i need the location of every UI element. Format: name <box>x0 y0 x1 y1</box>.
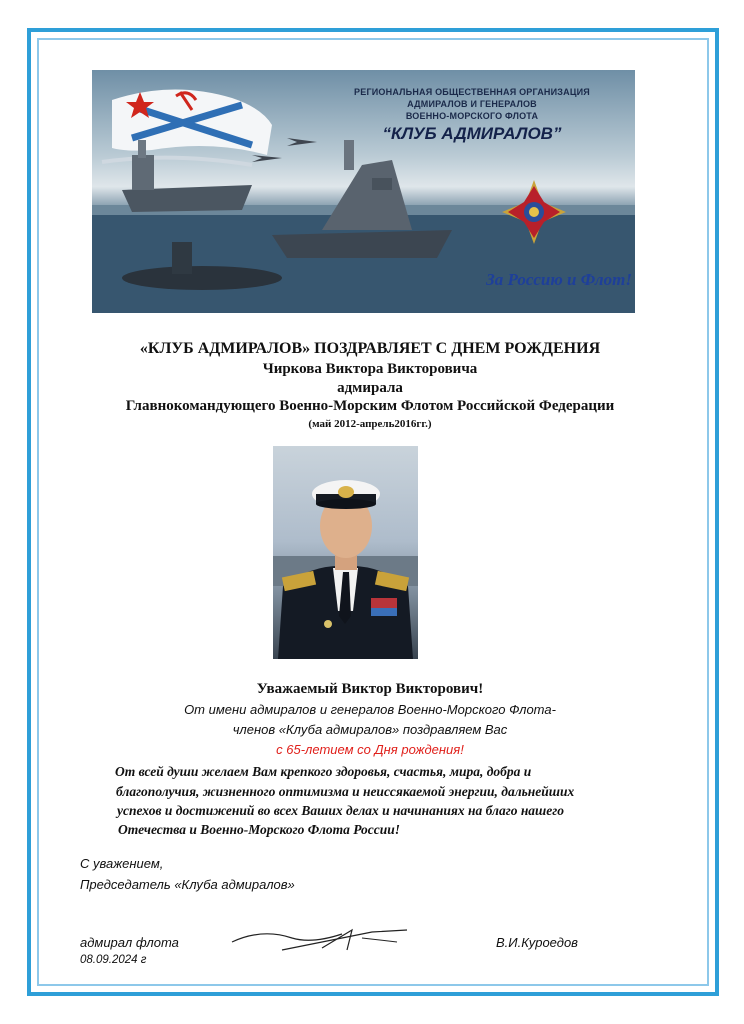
wish-line: От всей души желаем Вам крепкого здоровья, счастья, мира, добра и <box>115 764 532 779</box>
handwritten-signature <box>222 920 422 960</box>
org-name-line1: РЕГИОНАЛЬНАЯ ОБЩЕСТВЕННАЯ ОРГАНИЗАЦИЯ <box>354 87 590 97</box>
signer-name: В.И.Куроедов <box>496 935 578 950</box>
anniversary-line: с 65-летием со Дня рождения! <box>276 742 464 757</box>
org-name-line2: АДМИРАЛОВ И ГЕНЕРАЛОВ <box>407 99 537 109</box>
greeting-line2: членов «Клуба адмиралов» поздравляем Вас <box>232 722 508 737</box>
wish-line: Отечества и Военно-Морского Флота России! <box>118 822 401 837</box>
regards-text: С уважением, <box>80 856 164 871</box>
club-title: “КЛУБ АДМИРАЛОВ” <box>382 124 562 143</box>
motto-text: За Россию и Флот! <box>486 270 632 289</box>
congratulation-heading: «КЛУБ АДМИРАЛОВ» ПОЗДРАВЛЯЕТ С ДНЕМ РОЖДЕНИЯ <box>139 340 601 357</box>
service-period: (май 2012-апрель2016гг.) <box>308 418 432 430</box>
wish-line: благополучия, жизненного оптимизма и неиссякаемой энергии, дальнейших <box>116 784 575 799</box>
wish-line: успехов и достижений во всех Ваших делах и начинаниях на благо нашего <box>117 803 565 818</box>
recipient-name: Чиркова Виктора Викторовича <box>262 361 478 377</box>
recipient-position: Главнокомандующего Военно-Морским Флотом Российской Федерации <box>125 398 615 414</box>
signer-rank: адмирал флота <box>80 935 179 950</box>
recipient-rank: адмирала <box>337 380 403 396</box>
org-name-line3: ВОЕННО-МОРСКОГО ФЛОТА <box>405 111 539 121</box>
document-date: 08.09.2024 г <box>80 954 147 966</box>
signer-position: Председатель «Клуба адмиралов» <box>80 877 295 892</box>
header-banner-image <box>92 70 635 313</box>
greeting-line1: От имени адмиралов и генералов Военно-Морского Флота- <box>184 702 556 717</box>
naval-ensign-flag <box>102 89 272 165</box>
aircraft-carrier-icon <box>122 140 252 212</box>
salutation: Уважаемый Виктор Викторович! <box>256 681 484 697</box>
battle-cruiser-icon <box>272 140 452 258</box>
admiral-portrait-illustration <box>273 446 418 659</box>
portrait-photo <box>273 446 418 659</box>
